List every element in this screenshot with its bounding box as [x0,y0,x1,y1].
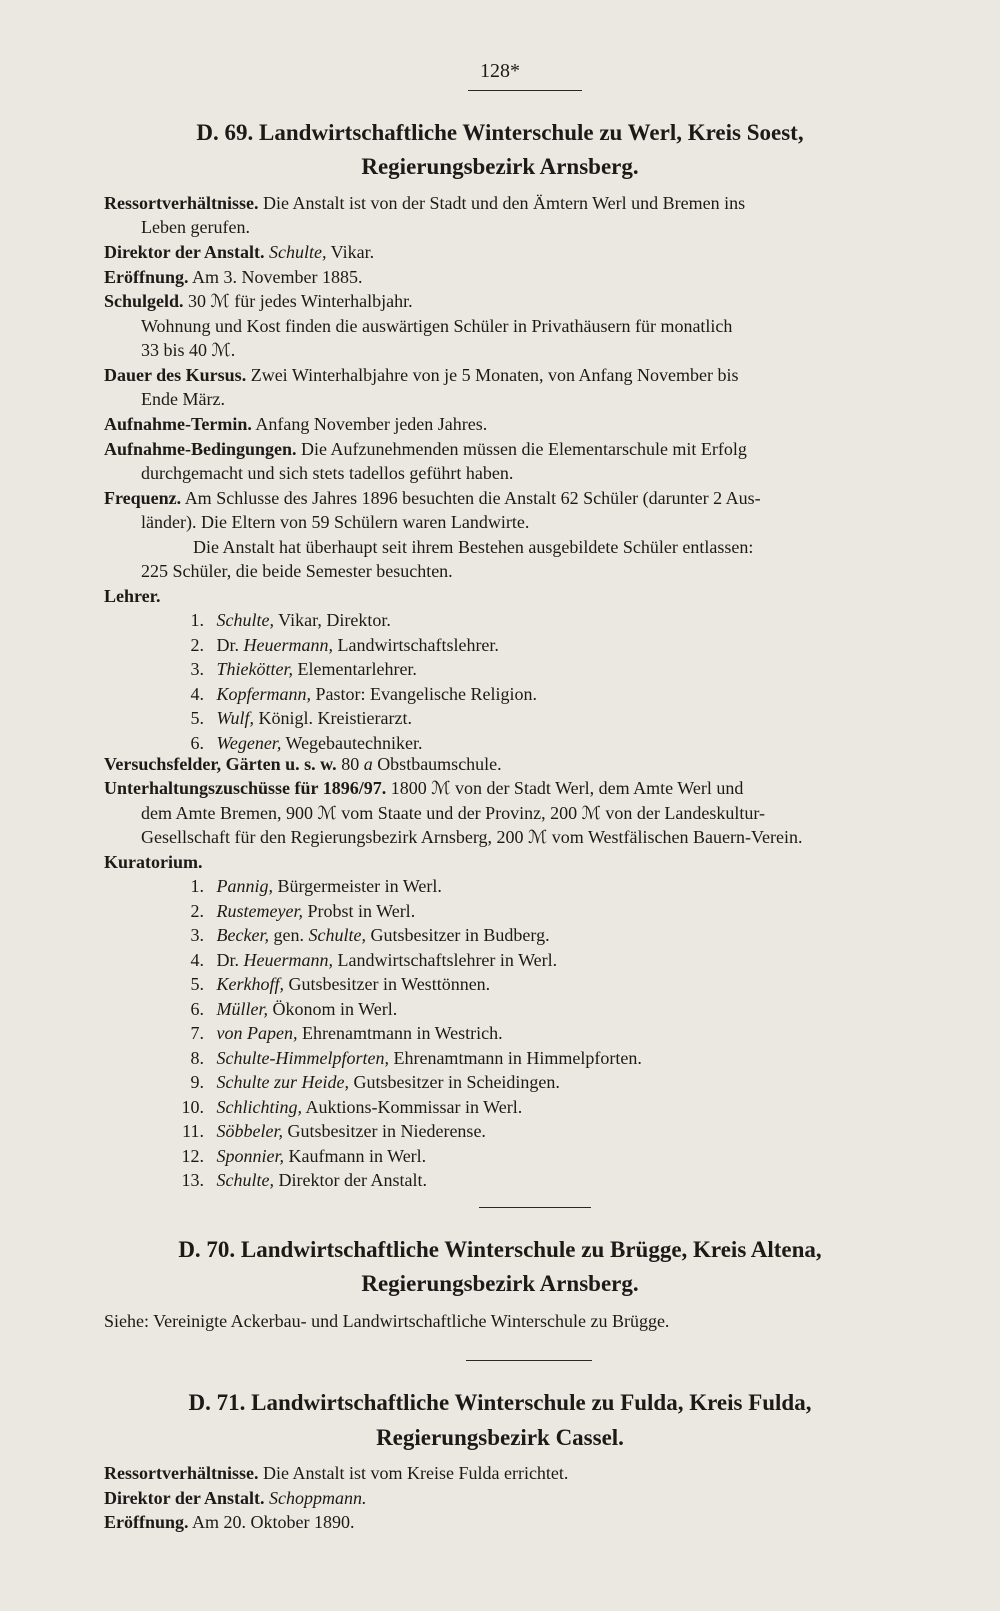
ressort-line [104,191,745,215]
list-item-number: 6. [190,732,204,753]
siehe-line: Siehe: Vereinigte Ackerbau- und Landwirtschaftliche Winterschule zu Brügge. [104,1311,670,1331]
list-item [178,657,417,681]
list-item [178,1119,486,1143]
list-item-name: Schlichting, [216,1096,302,1117]
direktor-name: Schulte, [269,242,327,262]
list-item-number: 3. [190,659,204,679]
versuch-label: Versuchsfelder, Gärten u. s. w. [104,754,337,774]
list-item-number: 7. [190,1023,204,1043]
list-item-name-2: Schulte, [308,925,366,945]
section-heading-d71: D. 71. Landwirtschaftliche Winterschule zu Fulda, Kreis Fulda, [188,1390,812,1415]
unterhalt-label: Unterhaltungszuschüsse für 1896/97. [104,778,387,798]
unterhalt-line-2: dem Amte Bremen, 900 ℳ vom Staate und der Provinz, 200 ℳ von der Landeskultur- [141,803,766,823]
list-item-middle: gen. [273,925,304,945]
section-subheading-d69: Regierungsbezirk Arnsberg. [361,154,639,179]
dauer-text: Zwei Winterhalbjahre von je 5 Monaten, von Anfang November bis [250,365,739,385]
versuch-rest: Obstbaumschule. [377,754,502,774]
aufnahme-termin-text: Anfang November jeden Jahres. [255,414,488,434]
list-item-text: Probst in Werl. [307,900,416,921]
list-item-text: Wegebautechniker. [285,732,423,753]
list-item-text: Elementarlehrer. [297,659,417,679]
frequenz-line-3: Die Anstalt hat überhaupt seit ihrem Bestehen ausgebildete Schüler entlassen: [193,537,754,557]
list-item-text: Königl. Kreistierarzt. [258,708,412,728]
list-item-name: Schulte-Himmelpforten, [216,1047,389,1068]
dauer-line-2: Ende März. [141,389,225,409]
list-item-name: Wulf, [216,708,255,728]
page-number-rule [468,90,582,91]
list-item [178,997,397,1021]
list-item-number: 1. [190,876,204,896]
unterhalt-line [104,776,743,800]
list-item-name: Söbbeler, [216,1121,283,1141]
d71-ressort-label: Ressortverhältnisse. [104,1463,259,1483]
list-item [178,706,412,730]
section-divider-1 [479,1207,591,1208]
section-heading-d70: D. 70. Landwirtschaftliche Winterschule zu Brügge, Kreis Altena, [178,1237,822,1262]
versuch-line [104,752,502,776]
list-item [178,1046,642,1070]
aufnahme-bed-line-2: durchgemacht und sich stets tadellos geführt haben. [141,463,514,483]
list-item-number: 3. [190,925,204,945]
list-item-text: Ökonom in Werl. [272,998,398,1019]
aufnahme-termin-line [104,412,487,436]
list-item-number: 5. [190,974,204,994]
list-item-number: 1. [190,610,204,630]
direktor-rest: Vikar. [330,242,375,262]
list-item-text: Ehrenamtmann in Westrich. [301,1023,503,1043]
page-number: 128* [480,60,520,82]
list-item-text: Landwirtschaftslehrer in Werl. [337,949,558,970]
lehrer-label: Lehrer. [104,586,161,606]
list-item-prefix: Dr. [216,949,239,970]
frequenz-label: Frequenz. [104,488,182,508]
d71-direktor-name: Schoppmann. [269,1488,367,1508]
list-item-name: Schulte zur Heide, [216,1072,349,1092]
list-item [178,1144,426,1168]
ressort-label: Ressortverhältnisse. [104,193,259,213]
d71-ressort-line [104,1461,568,1485]
d71-direktor-line [104,1486,367,1510]
list-item-name: Müller, [216,998,268,1019]
list-item-text: Gutsbesitzer in Niederense. [287,1121,486,1141]
list-item [178,682,537,706]
list-item [178,948,557,972]
list-item-number: 9. [190,1072,204,1092]
schulgeld-label: Schulgeld. [104,291,184,311]
section-heading-d69: D. 69. Landwirtschaftliche Winterschule zu Werl, Kreis Soest, [196,120,804,145]
d71-eroeffnung-text: Am 20. Oktober 1890. [192,1512,355,1532]
direktor-line [104,240,374,264]
list-item [178,608,391,632]
direktor-label: Direktor der Anstalt. [104,242,265,262]
list-item [178,1168,427,1192]
list-item-text: Gutsbesitzer in Scheidingen. [353,1072,560,1092]
aufnahme-bed-line [104,437,747,461]
ressort-line-2: Leben gerufen. [141,217,250,237]
list-item-text: Bürgermeister in Werl. [277,876,442,896]
list-item-number: 5. [190,708,204,728]
list-item [178,1070,560,1094]
versuch-num: 80 [341,754,360,774]
d71-ressort-text: Die Anstalt ist vom Kreise Fulda errichtet. [262,1463,569,1483]
list-item [178,972,490,996]
schulgeld-text: 30 ℳ für jedes Winterhalbjahr. [188,291,413,311]
list-item-text: Direktor der Anstalt. [278,1170,427,1190]
list-item-number: 2. [190,634,204,655]
unterhalt-line-3: Gesellschaft für den Regierungsbezirk Arnsberg, 200 ℳ vom Westfälischen Bauern-Verein. [141,827,803,847]
list-item-text: Landwirtschaftslehrer. [337,634,499,655]
list-item-number: 4. [190,683,204,704]
list-item-number: 2. [190,900,204,921]
list-item-name: Kerkhoff, [216,974,284,994]
versuch-unit: a [363,754,373,774]
section-divider-2 [466,1360,592,1361]
schulgeld-line [104,289,413,313]
wohnung-line-1: Wohnung und Kost finden die auswärtigen Schüler in Privathäusern für monatlich [141,316,733,336]
list-item-name: Wegener, [216,732,282,753]
list-item [178,899,415,923]
eroeffnung-line [104,265,363,289]
list-item-name: von Papen, [216,1023,298,1043]
aufnahme-bed-text: Die Aufzunehmenden müssen die Elementarschule mit Erfolg [301,439,747,459]
kuratorium-label: Kuratorium. [104,852,203,872]
list-item-text: Gutsbesitzer in Westtönnen. [288,974,491,994]
dauer-label: Dauer des Kursus. [104,365,247,385]
frequenz-line-4: 225 Schüler, die beide Semester besuchten. [141,561,453,581]
dauer-line [104,363,739,387]
wohnung-line-2: 33 bis 40 ℳ. [141,340,236,360]
list-item-number: 8. [190,1047,204,1068]
list-item-number: 6. [190,998,204,1019]
list-item-number: 12. [181,1145,204,1166]
list-item-text: Ehrenamtmann in Himmelpforten. [393,1047,642,1068]
aufnahme-bed-label: Aufnahme-Bedingungen. [104,439,297,459]
list-item [178,731,423,755]
list-item-name: Thiekötter, [216,659,293,679]
d71-eroeffnung-label: Eröffnung. [104,1512,189,1532]
list-item-number: 10. [181,1096,204,1117]
eroeffnung-label: Eröffnung. [104,267,189,287]
list-item-prefix: Dr. [216,634,239,655]
aufnahme-termin-label: Aufnahme-Termin. [104,414,252,434]
list-item-text: Auktions-Kommissar in Werl. [305,1096,523,1117]
list-item [178,923,550,947]
list-item-text: Pastor: Evangelische Religion. [315,683,537,704]
list-item [178,1095,522,1119]
list-item-text: Vikar, Direktor. [278,610,391,630]
list-item-name: Schulte, [216,610,274,630]
eroeffnung-text: Am 3. November 1885. [192,267,363,287]
section-subheading-d71: Regierungsbezirk Cassel. [376,1425,624,1450]
list-item-name: Schulte, [216,1170,274,1190]
list-item-name: Heuermann, [243,949,333,970]
unterhalt-text: 1800 ℳ von der Stadt Werl, dem Amte Werl und [390,778,744,798]
list-item [178,874,442,898]
d71-direktor-label: Direktor der Anstalt. [104,1488,265,1508]
list-item [178,633,499,657]
list-item-number: 13. [181,1170,204,1190]
list-item-name: Kopfermann, [216,683,311,704]
list-item-name: Sponnier, [216,1145,284,1166]
list-item-number: 4. [190,949,204,970]
ressort-text: Die Anstalt ist von der Stadt und den Ämtern Werl und Bremen ins [262,193,746,213]
list-item-text: Kaufmann in Werl. [288,1145,427,1166]
list-item [178,1021,503,1045]
list-item-text: Gutsbesitzer in Budberg. [370,925,550,945]
list-item-name: Heuermann, [243,634,333,655]
list-item-name: Rustemeyer, [216,900,303,921]
list-item-number: 11. [182,1121,204,1141]
frequenz-line-2: länder). Die Eltern von 59 Schülern waren Landwirte. [141,512,530,532]
frequenz-text: Am Schlusse des Jahres 1896 besuchten die Anstalt 62 Schüler (darunter 2 Aus- [184,488,761,508]
list-item-name: Pannig, [216,876,273,896]
frequenz-line [104,486,761,510]
section-subheading-d70: Regierungsbezirk Arnsberg. [361,1271,639,1296]
d71-eroeffnung-line [104,1510,355,1534]
list-item-name: Becker, [216,925,269,945]
